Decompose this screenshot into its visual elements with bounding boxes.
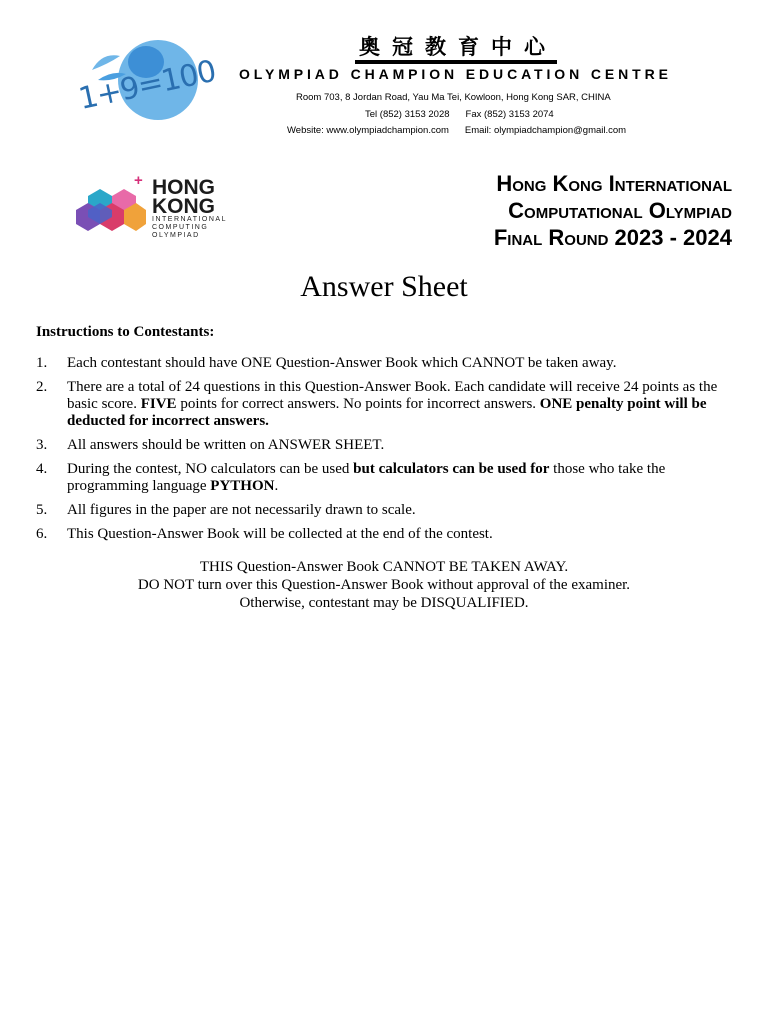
- instruction-fragment: .: [274, 478, 279, 494]
- instructions-heading: Instructions to Contestants:: [36, 324, 215, 340]
- instruction-item: [36, 526, 734, 543]
- instruction-fragment: This Question-Answer Book will be collected at the end of the contest.: [67, 526, 493, 542]
- document-title: Answer Sheet: [300, 270, 468, 303]
- centre-name-chinese: 奧冠教育中心: [355, 34, 557, 64]
- logo-equation: 1+9=100: [75, 53, 219, 117]
- website: Website: www.olympiadchampion.com: [287, 125, 449, 136]
- instruction-number: 3.: [36, 437, 48, 453]
- instruction-emphasis: but calculators can be used for: [353, 461, 550, 477]
- instruction-text: [67, 355, 734, 372]
- instruction-item: [36, 437, 734, 454]
- competition-title: [360, 170, 732, 251]
- contact-phone-line: [365, 109, 554, 120]
- competition-title-line-2: Computational Olympiad: [508, 198, 732, 223]
- notice-line-1: THIS Question-Answer Book CANNOT BE TAKEN AWAY.: [199, 559, 569, 575]
- instruction-fragment: All answers should be written on ANSWER SHEET.: [67, 437, 385, 453]
- instruction-number: 1.: [36, 355, 48, 371]
- contact-web-line: [287, 125, 626, 136]
- logo-word-international: INTERNATIONAL: [152, 216, 227, 223]
- competition-logo-text: [152, 178, 227, 240]
- instruction-fragment: Each contestant should have ONE Question-Answer Book which CANNOT be taken away.: [67, 355, 617, 371]
- logo-word-computing: COMPUTING: [152, 224, 209, 231]
- instruction-number: 4.: [36, 461, 48, 477]
- instruction-text: [67, 502, 734, 519]
- instruction-fragment: There are a total of 24 questions in this Question-Answer Book. Each candidate will receive 24 points as the basic score.: [67, 379, 718, 412]
- instruction-text: [67, 437, 734, 454]
- instruction-number: 6.: [36, 526, 48, 542]
- centre-address: Room 703, 8 Jordan Road, Yau Ma Tei, Kowloon, Hong Kong SAR, CHINA: [296, 92, 611, 103]
- competition-title-line-3: Final Round 2023 - 2024: [493, 225, 732, 250]
- instruction-emphasis: PYTHON: [210, 478, 275, 494]
- plus-icon: +: [134, 172, 143, 189]
- instruction-number: 5.: [36, 502, 48, 518]
- instruction-fragment: During the contest, NO calculators can be used: [67, 461, 354, 477]
- logo-word-olympiad: OLYMPIAD: [152, 232, 200, 239]
- instruction-text: [67, 461, 734, 495]
- competition-title-line-1: Hong Kong International: [496, 171, 732, 196]
- instruction-item: [36, 461, 734, 495]
- instruction-emphasis: ONE penalty point will be deducted for incorrect answers.: [67, 396, 707, 429]
- instruction-item: [36, 379, 734, 430]
- instruction-fragment: All figures in the paper are not necessarily drawn to scale.: [67, 502, 416, 518]
- centre-name-english: OLYMPIAD CHAMPION EDUCATION CENTRE: [239, 66, 672, 82]
- tel: Tel (852) 3153 2028: [365, 109, 450, 120]
- instruction-item: [36, 502, 734, 519]
- notice-block: [0, 558, 768, 612]
- instruction-fragment: those who take the programming language: [67, 461, 666, 494]
- notice-line-3: Otherwise, contestant may be DISQUALIFIED.: [239, 595, 529, 611]
- notice-line-2: DO NOT turn over this Question-Answer Book without approval of the examiner.: [137, 577, 631, 593]
- instruction-emphasis: FIVE: [140, 396, 177, 412]
- logo-word-hong: HONG: [152, 176, 215, 199]
- instruction-item: [36, 355, 734, 372]
- hexagon-logo-graphic: [76, 182, 146, 234]
- competition-logo: [76, 172, 227, 239]
- fax: Fax (852) 3153 2074: [465, 109, 554, 120]
- instruction-text: [67, 526, 734, 543]
- instruction-fragment: points for correct answers. No points for incorrect answers.: [176, 396, 540, 412]
- email: Email: olympiadchampion@gmail.com: [464, 125, 627, 136]
- centre-logo: [72, 34, 220, 126]
- instruction-text: [67, 379, 734, 430]
- instructions-list: [36, 355, 734, 550]
- logo-word-kong: KONG: [152, 195, 215, 218]
- instruction-number: 2.: [36, 379, 48, 395]
